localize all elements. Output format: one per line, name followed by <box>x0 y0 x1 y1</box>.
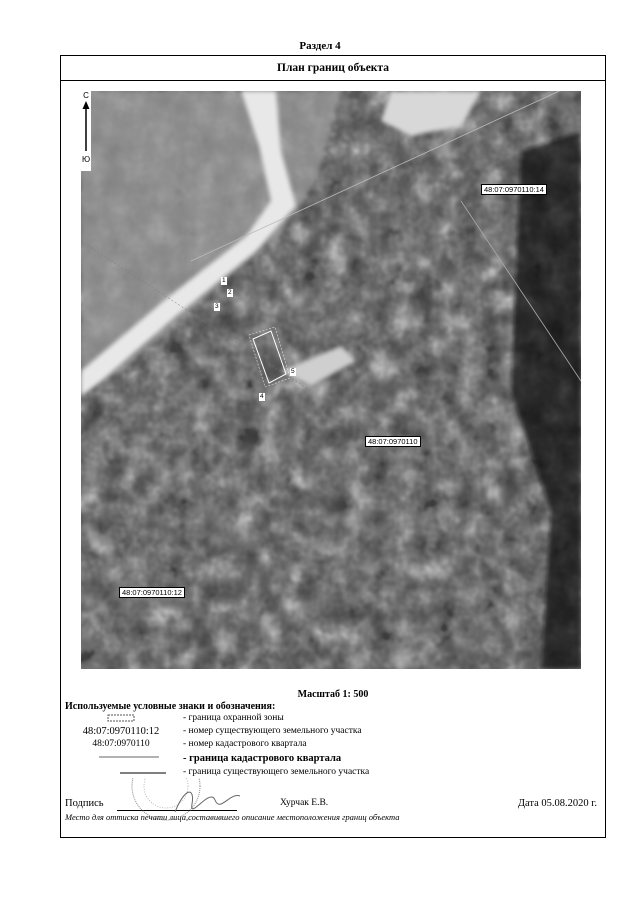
map-scale: Масштаб 1: 500 <box>297 689 369 700</box>
quarter-label: 48:07:0970110 <box>365 436 421 447</box>
satellite-map <box>81 91 581 669</box>
signature-label: Подпись <box>65 798 104 809</box>
legend-desc: - граница кадастрового квартала <box>183 753 342 764</box>
quarter-boundary-line-icon <box>81 753 161 763</box>
north-label: С <box>83 91 89 100</box>
north-arrow <box>81 91 91 171</box>
point-label-2: 2 <box>228 289 232 296</box>
signature-date: Дата 05.08.2020 г. <box>517 798 597 809</box>
legend-desc: - номер кадастрового квартала <box>183 739 307 749</box>
point-label-5: 5 <box>291 368 295 375</box>
protection-zone-symbol-icon <box>106 714 136 723</box>
compass-arrow-icon <box>81 101 91 161</box>
document-frame <box>60 55 606 838</box>
signatory-name: Хурчак Е.В. <box>280 798 329 808</box>
parcel-label-14: 48:07:0970110:14 <box>481 184 547 195</box>
legend-desc: - номер существующего земельного участка <box>183 726 362 736</box>
stamp-note: Место для оттиска печати лица,составившего описание местоположения границ объекта <box>65 812 400 822</box>
point-label-1: 1 <box>222 277 226 284</box>
section-title: Раздел 4 <box>299 40 341 52</box>
point-label-4: 4 <box>260 393 264 400</box>
map-imagery <box>81 91 581 669</box>
point-label-3: 3 <box>215 303 219 310</box>
parcel-boundary-line-icon <box>76 767 166 777</box>
south-label: Ю <box>81 155 91 164</box>
legend-symbol: 48:07:0970110:12 <box>82 726 160 737</box>
legend-title: Используемые условные знаки и обозначения: <box>65 701 276 712</box>
plan-title: План границ объекта <box>61 56 605 81</box>
signature-scribble-icon <box>170 782 250 822</box>
legend-desc: - граница охранной зоны <box>183 713 284 723</box>
legend-desc: - граница существующего земельного участка <box>183 767 370 777</box>
legend-symbol: 48:07:0970110 <box>92 739 150 749</box>
parcel-label-12: 48:07:0970110:12 <box>119 587 185 598</box>
